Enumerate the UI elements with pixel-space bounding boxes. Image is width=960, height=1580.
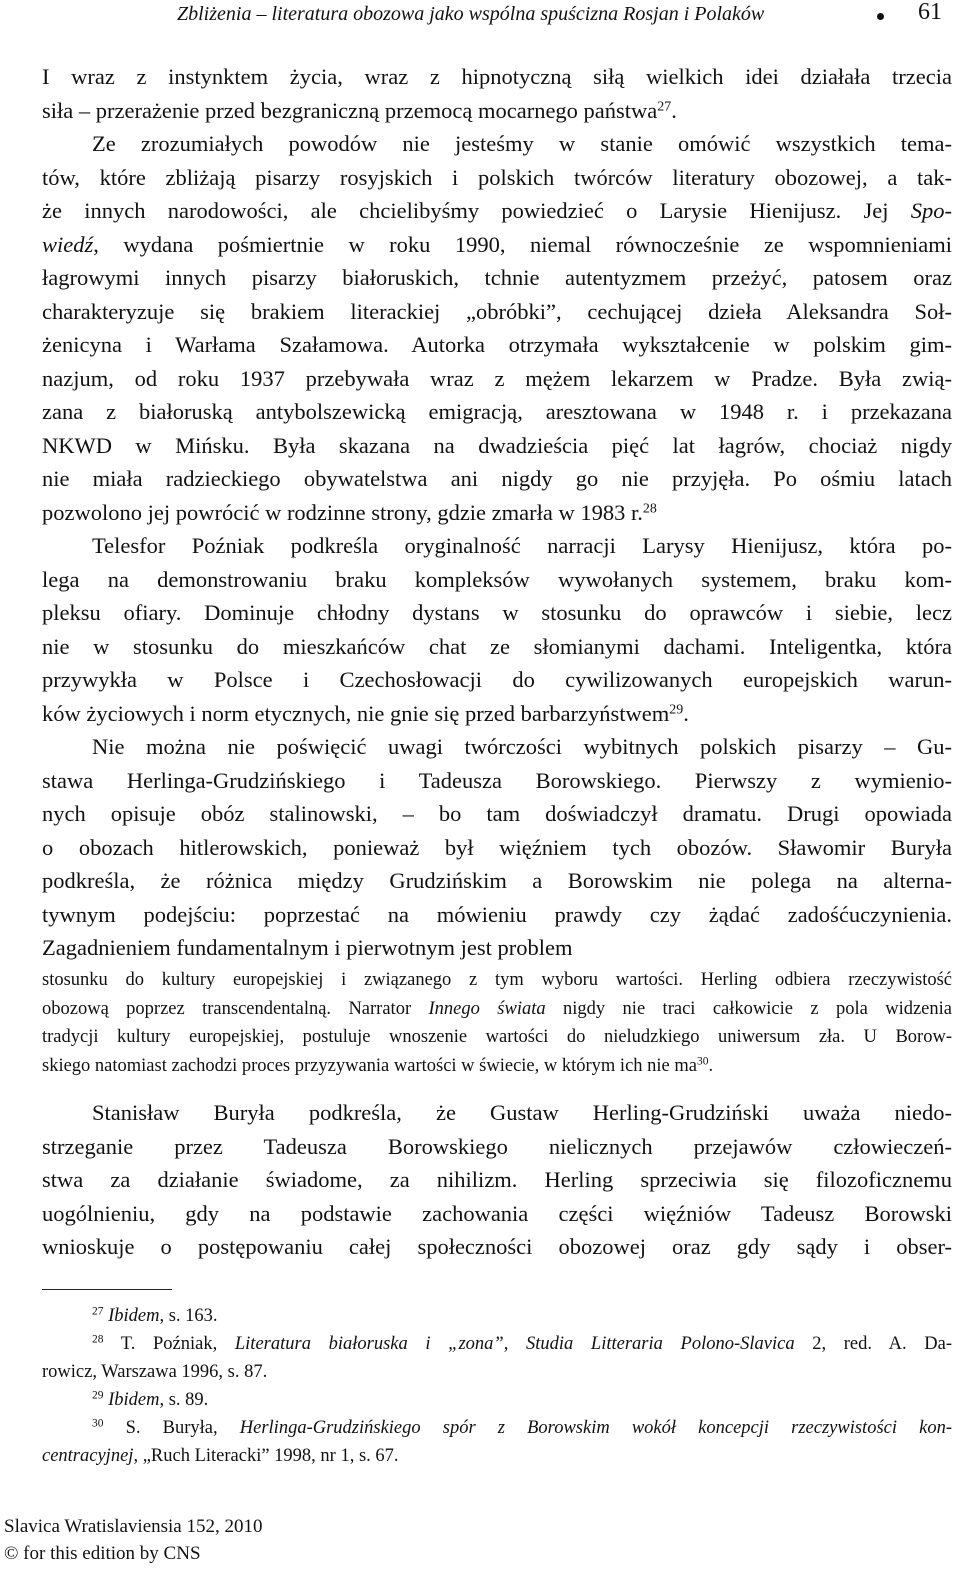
text-line: lega na demonstrowaniu braku kompleksów wywołanych systemem, braku kom- <box>42 566 952 592</box>
text-line: Telesfor Poźniak podkreśla oryginalność narracji Larysy Hienijusz, która po- <box>92 533 952 558</box>
text-line: charakteryzuje się brakiem literackiej „obróbki”, cechującej dzieła Aleksandra Soł- <box>42 298 952 324</box>
quote-line: stosunku do kultury europejskiej i związanego z tym wyboru wartości. Herling odbiera rzeczywistość <box>42 970 952 990</box>
running-header <box>0 0 960 34</box>
quote-line: tradycji kultury europejskiej, postuluje wnoszenie wartości do nieludzkiego uniwersum zła. U Borow- <box>42 1027 952 1047</box>
footnote-divider <box>42 1289 172 1290</box>
page-number: 61 <box>918 0 942 25</box>
text-line: strzeganie przez Tadeusza Borowskiego nielicznych przejawów człowieczeń- <box>42 1133 952 1159</box>
text-line: nych opisuje obóz stalinowski, – bo tam doświadczył dramatu. Drugi opowiada <box>42 801 952 826</box>
text-line: Ze zrozumiałych powodów nie jesteśmy w stanie omówić wszystkich tema- <box>92 131 952 156</box>
text-line: Stanisław Buryła podkreśla, że Gustaw Herling-Grudziński uważa niedo- <box>92 1100 952 1125</box>
page-footer <box>4 1513 263 1567</box>
text-line: stwa za działanie świadome, za nihilizm. Herling sprzeciwia się filozoficznemu <box>42 1167 952 1192</box>
text-line: o obozach hitlerowskich, ponieważ był więźniem tych obozów. Sławomir Buryła <box>42 834 952 860</box>
block-quote <box>42 966 952 1080</box>
footnote-29: $^{29}$ Ibidem, s. 89. <box>92 1389 209 1410</box>
footnote-30: $^{30}$ S. Buryła, Herlinga-Grudzińskiego spór z Borowskim wokół koncepcji rzeczywistości kon- <box>92 1417 953 1438</box>
text-line: przywykła w Polsce i Czechosłowacji do cywilizowanych europejskich warun- <box>42 667 952 692</box>
text-line: wnioskuje o postępowaniu całej społeczności obozowej oraz gdy sądy i obser- <box>42 1234 952 1259</box>
footnotes <box>42 1302 952 1470</box>
text-line: Zagadnieniem fundamentalnym i pierwotnym jest problem <box>42 935 573 960</box>
text-line: łagrowymi innych pisarzy białoruskich, tchnie autentyzmem przeżyć, patosem oraz <box>42 265 952 290</box>
journal-citation: Slavica Wratislaviensia 152, 2010 <box>4 1516 263 1537</box>
text-line: pleksu ofiary. Dominuje chłodny dystans w stosunku do oprawców i siebie, lecz <box>42 600 952 625</box>
text-line: wiedź, wydana pośmiertnie w roku 1990, niemal równocześnie ze wspomnieniami <box>42 231 952 257</box>
footnote-ref: 27 <box>657 98 672 114</box>
footnote-ref: 28 <box>642 500 657 516</box>
quote-line: skiego natomiast zachodzi proces przyzywania wartości w świecie, w którym ich nie $ma^{30}$. <box>42 1055 714 1076</box>
text-line: zana z białoruską antybolszewicką emigracją, aresztowana w 1948 r. i przekazana <box>42 399 952 424</box>
text-line: tywnym podejściu: poprzestać na mówieniu prawdy czy żądać zadośćuczynienia. <box>42 901 952 927</box>
footnote-28: $^{28}$ T. Poźniak, Literatura białoruska i „zona”, Studia Litteraria Polono-Slavica 2, red. A. Da- <box>92 1333 952 1354</box>
text-line: Nie można nie poświęcić uwagi twórczości wybitnych polskich pisarzy – Gu- <box>92 734 952 759</box>
footnote-30-continued: centracyjnej, „Ruch Literacki” 1998, nr 1, s. 67. <box>42 1446 399 1466</box>
text-line: siła – przerażenie przed bezgraniczną przemocą mocarnego państwa$^{27}$. <box>42 97 677 123</box>
text-line: podkreśla, że różnica między Grudzińskim a Borowskim nie polega na alterna- <box>42 868 952 893</box>
text-line: ków życiowych i norm etycznych, nie gnie się przed barbarzyństwem$^{29}$. <box>42 700 689 726</box>
text-line: nie w stosunku do mieszkańców chat ze słomianymi dachami. Inteligentka, która <box>42 633 952 659</box>
text-line: tów, które zbliżają pisarzy rosyjskich i polskich twórców literatury obozowej, a tak- <box>42 164 952 190</box>
text-line: że innych narodowości, ale chcielibyśmy powiedzieć o Larysie Hienijusz. Jej Spo- <box>42 198 952 223</box>
text-line: uogólnieniu, gdy na podstawie zachowania części więźniów Tadeusz Borowski <box>42 1200 952 1226</box>
text-line: żenicyna i Warłama Szałamowa. Autorka otrzymała wykształcenie w polskim gim- <box>42 332 952 357</box>
bullet-icon <box>877 13 884 20</box>
main-text <box>42 60 952 965</box>
main-text-continued <box>42 1096 952 1264</box>
text-line: NKWD w Mińsku. Była skazana na dwadzieścia pięć lat łagrów, chociaż nigdy <box>42 432 952 458</box>
running-title: Zbliżenia – literatura obozowa jako wspólna spuścizna Rosjan i Polaków <box>177 3 765 25</box>
text-line: nie miała radzieckiego obywatelstwa ani nigdy go nie przyjęła. Po ośmiu latach <box>42 466 952 491</box>
copyright-notice: © for this edition by CNS <box>4 1543 201 1564</box>
footnote-27: $^{27}$ Ibidem, s. 163. <box>92 1305 218 1326</box>
text-line: stawa Herlinga-Grudzińskiego i Tadeusza Borowskiego. Pierwszy z wymienio- <box>42 767 952 793</box>
text-line: pozwolono jej powrócić w rodzinne strony, gdzie zmarła w 1983 r.$^{28}$ <box>42 499 657 525</box>
footnote-ref: 29 <box>669 701 684 717</box>
text-line: nazjum, od roku 1937 przebywała wraz z mężem lekarzem w Pradze. Była zwią- <box>42 365 952 391</box>
footnote-ref: 30 <box>697 1055 709 1068</box>
text-line: I wraz z instynktem życia, wraz z hipnotyczną siłą wielkich idei działała trzecia <box>42 64 952 89</box>
footnote-28-continued: rowicz, Warszawa 1996, s. 87. <box>42 1362 268 1382</box>
quote-line: obozową poprzez transcendentalną. Narrator Innego świata nigdy nie traci całkowicie z pola widzenia <box>42 998 952 1019</box>
